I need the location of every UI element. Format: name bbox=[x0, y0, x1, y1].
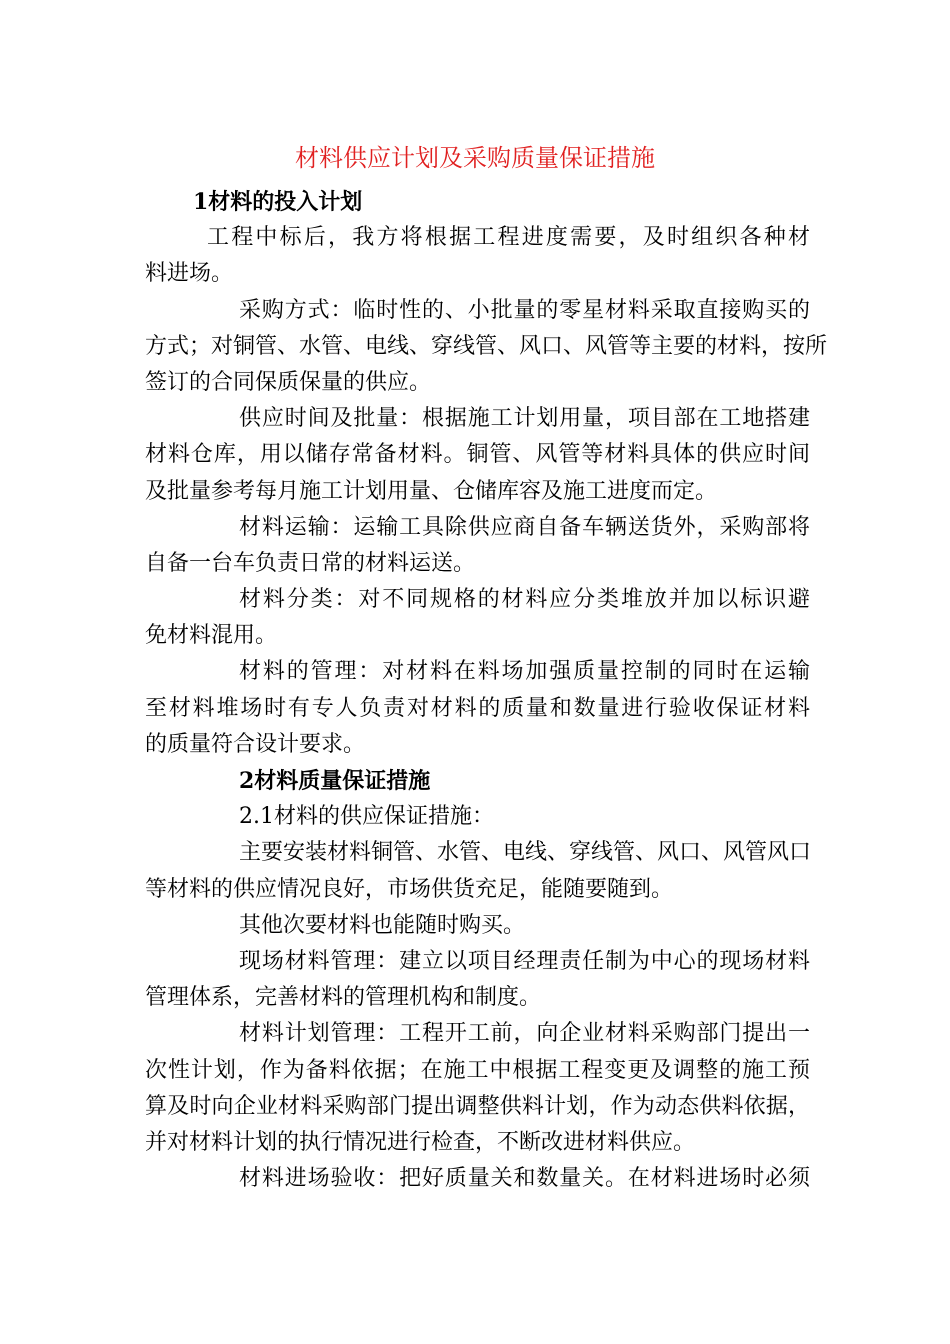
paragraph-line: 材料的管理：对材料在料场加强质量控制的同时在运输 bbox=[239, 659, 810, 685]
section-heading: 1材料的投入计划 bbox=[193, 189, 363, 215]
paragraph-line: 方式；对铜管、水管、电线、穿线管、风口、风管等主要的材料，按所 bbox=[145, 333, 828, 359]
paragraph-line: 主要安装材料铜管、水管、电线、穿线管、风口、风管风口 bbox=[239, 840, 812, 866]
paragraph-line: 并对材料计划的执行情况进行检查，不断改进材料供应。 bbox=[145, 1129, 696, 1155]
paragraph-line: 签订的合同保质保量的供应。 bbox=[145, 369, 432, 395]
paragraph-line: 算及时向企业材料采购部门提出调整供料计划，作为动态供料依据， bbox=[145, 1093, 810, 1119]
paragraph-line: 供应时间及批量：根据施工计划用量，项目部在工地搭建 bbox=[239, 406, 810, 432]
paragraph-line: 次性计划，作为备料依据；在施工中根据工程变更及调整的施工预 bbox=[145, 1057, 810, 1083]
document-title: 材料供应计划及采购质量保证措施 bbox=[295, 144, 655, 172]
paragraph-line: 材料仓库，用以储存常备材料。铜管、风管等材料具体的供应时间 bbox=[145, 442, 810, 468]
paragraph-line: 工程中标后，我方将根据工程进度需要，及时组织各种材 bbox=[207, 225, 810, 251]
paragraph-line: 现场材料管理：建立以项目经理责任制为中心的现场材料 bbox=[239, 948, 810, 974]
section-heading: 2材料质量保证措施 bbox=[239, 768, 431, 794]
paragraph-line: 的质量符合设计要求。 bbox=[145, 731, 366, 757]
paragraph-line: 材料进场验收：把好质量关和数量关。在材料进场时必须 bbox=[239, 1166, 810, 1192]
paragraph-line: 及批量参考每月施工计划用量、仓储库容及施工进度而定。 bbox=[145, 478, 718, 504]
paragraph-line: 等材料的供应情况良好，市场供货充足，能随要随到。 bbox=[145, 876, 674, 902]
paragraph-line: 其他次要材料也能随时购买。 bbox=[239, 912, 526, 938]
paragraph-line: 自备一台车负责日常的材料运送。 bbox=[145, 550, 476, 576]
paragraph-line: 材料分类：对不同规格的材料应分类堆放并加以标识避 bbox=[239, 587, 810, 613]
paragraph-line: 采购方式：临时性的、小批量的零星材料采取直接购买的 bbox=[239, 297, 810, 323]
paragraph-line: 材料运输：运输工具除供应商自备车辆送货外，采购部将 bbox=[239, 514, 810, 540]
paragraph-line: 材料计划管理：工程开工前，向企业材料采购部门提出一 bbox=[239, 1021, 810, 1047]
paragraph-line: 料进场。 bbox=[145, 261, 234, 287]
document-body bbox=[145, 184, 828, 1197]
subsection-heading: 2.1材料的供应保证措施： bbox=[239, 804, 494, 830]
paragraph-line: 至材料堆场时有专人负责对材料的质量和数量进行验收保证材料 bbox=[145, 695, 810, 721]
paragraph-line: 管理体系，完善材料的管理机构和制度。 bbox=[145, 985, 542, 1011]
paragraph-line: 免材料混用。 bbox=[145, 623, 278, 649]
